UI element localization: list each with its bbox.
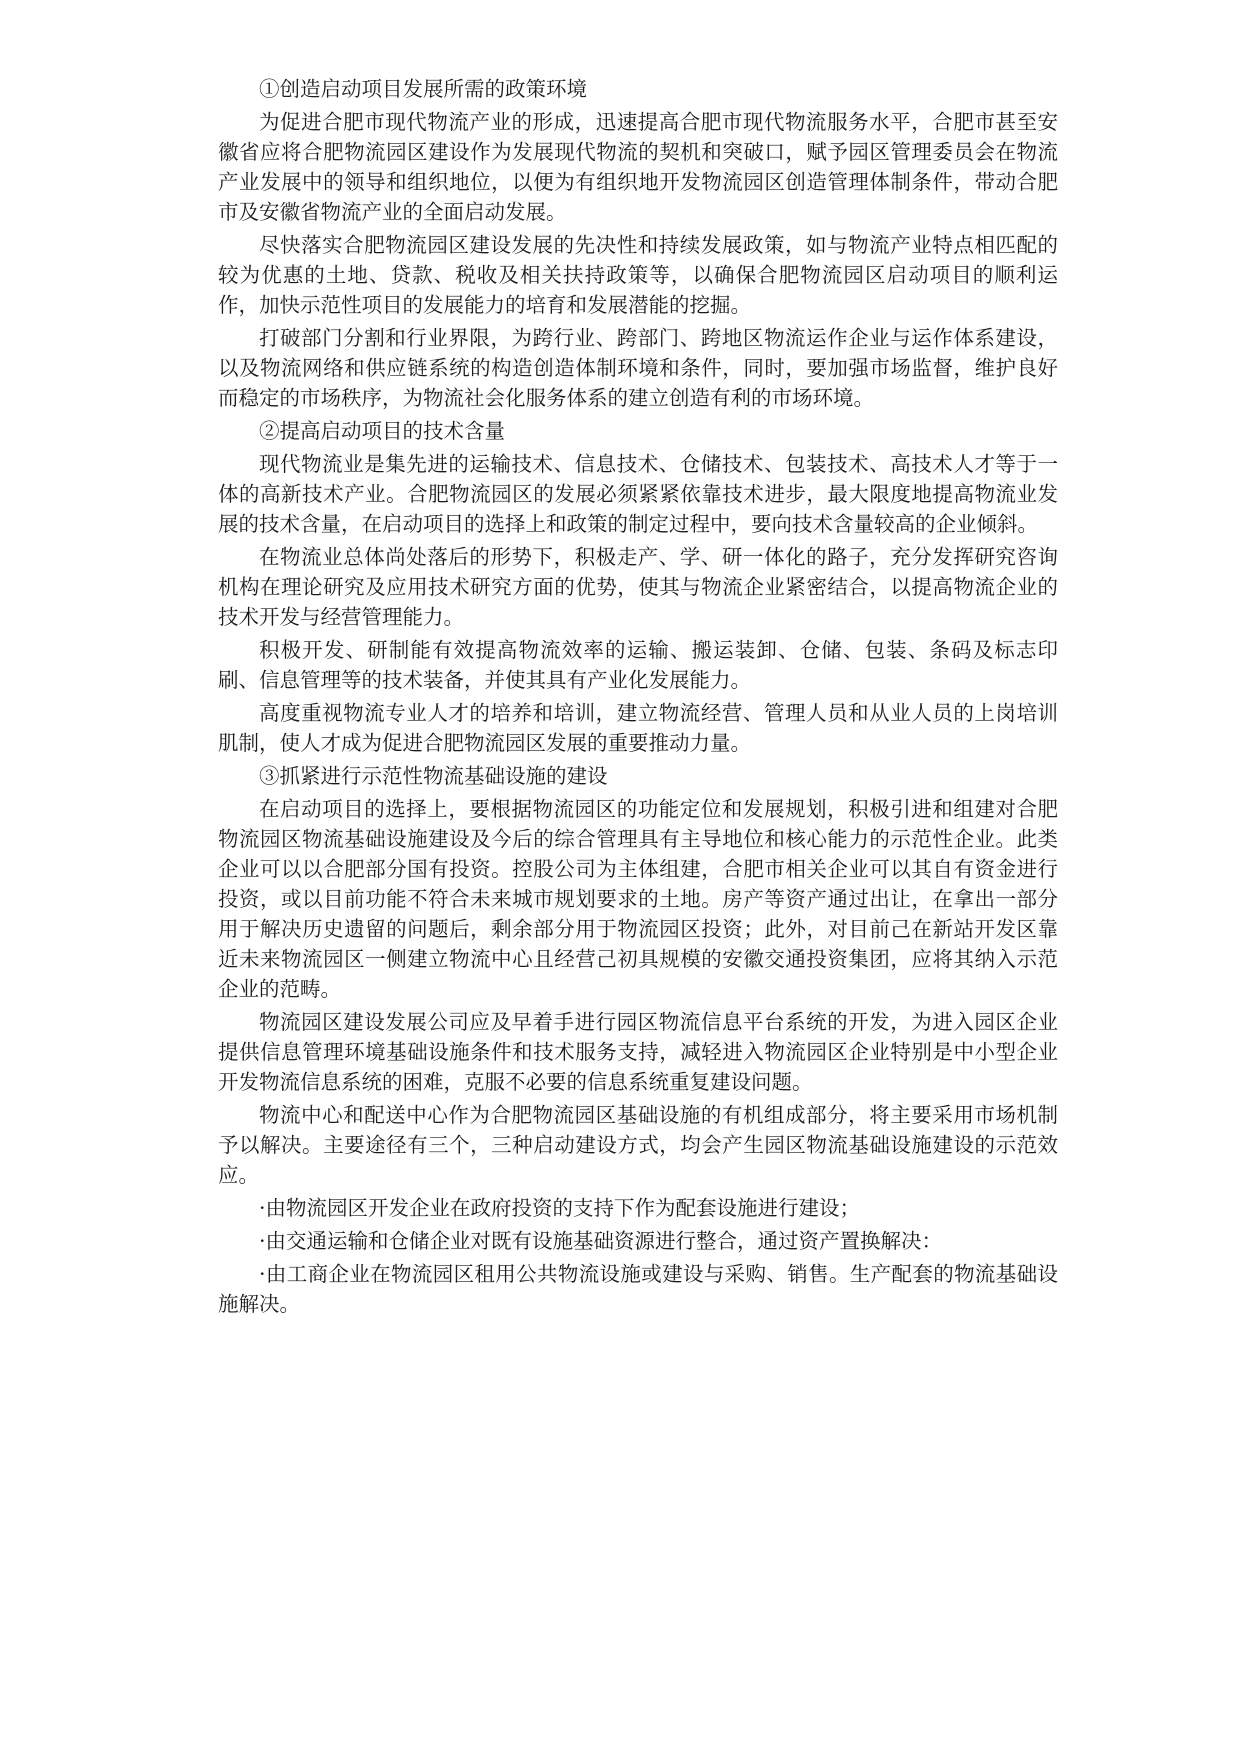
paragraph: 积极开发、研制能有效提高物流效率的运输、搬运装卸、仓储、包装、条码及标志印刷、信息管理等的技术装备，并使其具有产业化发展能力。 bbox=[218, 638, 1058, 692]
paragraph: 现代物流业是集先进的运输技术、信息技术、仓储技术、包装技术、高技术人才等于一体的高新技术产业。合肥物流园区的发展必须紧紧依靠技术进步，最大限度地提高物流业发展的技术含量，在启动项目的选择上和政策的制定过程中，要向技术含量较高的企业倾斜。 bbox=[218, 452, 1058, 536]
paragraph: 物流中心和配送中心作为合肥物流园区基础设施的有机组成部分，将主要采用市场机制予以解决。主要途径有三个，三种启动建设方式，均会产生园区物流基础设施建设的示范效应。 bbox=[218, 1103, 1058, 1187]
section-heading-infrastructure: ③抓紧进行示范性物流基础设施的建设 bbox=[259, 764, 608, 788]
bullet-item: ·由物流园区开发企业在政府投资的支持下作为配套设施进行建设； bbox=[259, 1196, 861, 1220]
section-heading-technology: ②提高启动项目的技术含量 bbox=[259, 419, 505, 443]
paragraph: 在启动项目的选择上，要根据物流园区的功能定位和发展规划，积极引进和组建对合肥物流园区物流基础设施建设及今后的综合管理具有主导地位和核心能力的示范性企业。此类企业可以以合肥部分国有投资。控股公司为主体组建，合肥市相关企业可以其自有资金进行投资，或以目前功能不符合未来城市规划要求的土地。房产等资产通过出让，在拿出一部分用于解决历史遗留的问题后，剩余部分用于物流园区投资；此外，对目前己在新站开发区靠近未来物流园区一侧建立物流中心且经营己初具规模的安徽交通投资集团，应将其纳入示范企业的范畴。 bbox=[218, 797, 1058, 1001]
paragraph: 高度重视物流专业人才的培养和培训，建立物流经营、管理人员和从业人员的上岗培训肌制，使人才成为促进合肥物流园区发展的重要推动力量。 bbox=[218, 701, 1058, 755]
paragraph: 打破部门分割和行业界限，为跨行业、跨部门、跨地区物流运作企业与运作体系建设，以及物流网络和供应链系统的构造创造体制环境和条件，同时，要加强市场监督，维护良好而稳定的市场秩序，为物流社会化服务体系的建立创造有利的市场环境。 bbox=[218, 326, 1058, 410]
paragraph: 为促进合肥市现代物流产业的形成，迅速提高合肥市现代物流服务水平，合肥市甚至安徽省应将合肥物流园区建设作为发展现代物流的契机和突破口，赋予园区管理委员会在物流产业发展中的领导和组织地位，以便为有组织地开发物流园区创造管理体制条件，带动合肥市及安徽省物流产业的全面启动发展。 bbox=[218, 110, 1058, 224]
paragraph: 物流园区建设发展公司应及早着手进行园区物流信息平台系统的开发，为进入园区企业提供信息管理环境基础设施条件和技术服务支持，减轻进入物流园区企业特别是中小型企业开发物流信息系统的困难，克服不必要的信息系统重复建设问题。 bbox=[218, 1010, 1058, 1094]
section-heading-policy: ①创造启动项目发展所需的政策环境 bbox=[259, 77, 587, 101]
paragraph: 在物流业总体尚处落后的形势下，积极走产、学、研一体化的路子，充分发挥研究咨询机构在理论研究及应用技术研究方面的优势，使其与物流企业紧密结合，以提高物流企业的技术开发与经营管理能力。 bbox=[218, 545, 1058, 629]
document-body bbox=[218, 74, 1058, 1319]
paragraph: 尽快落实合肥物流园区建设发展的先决性和持续发展政策，如与物流产业特点相匹配的较为优惠的土地、贷款、税收及相关扶持政策等，以确保合肥物流园区启动项目的顺利运作，加快示范性项目的发展能力的培育和发展潜能的挖掘。 bbox=[218, 233, 1058, 317]
bullet-item: ·由工商企业在物流园区租用公共物流设施或建设与采购、销售。生产配套的物流基础设施解决。 bbox=[218, 1262, 1058, 1316]
bullet-item: ·由交通运输和仓储企业对既有设施基础资源进行整合，通过资产置换解决： bbox=[259, 1229, 943, 1253]
